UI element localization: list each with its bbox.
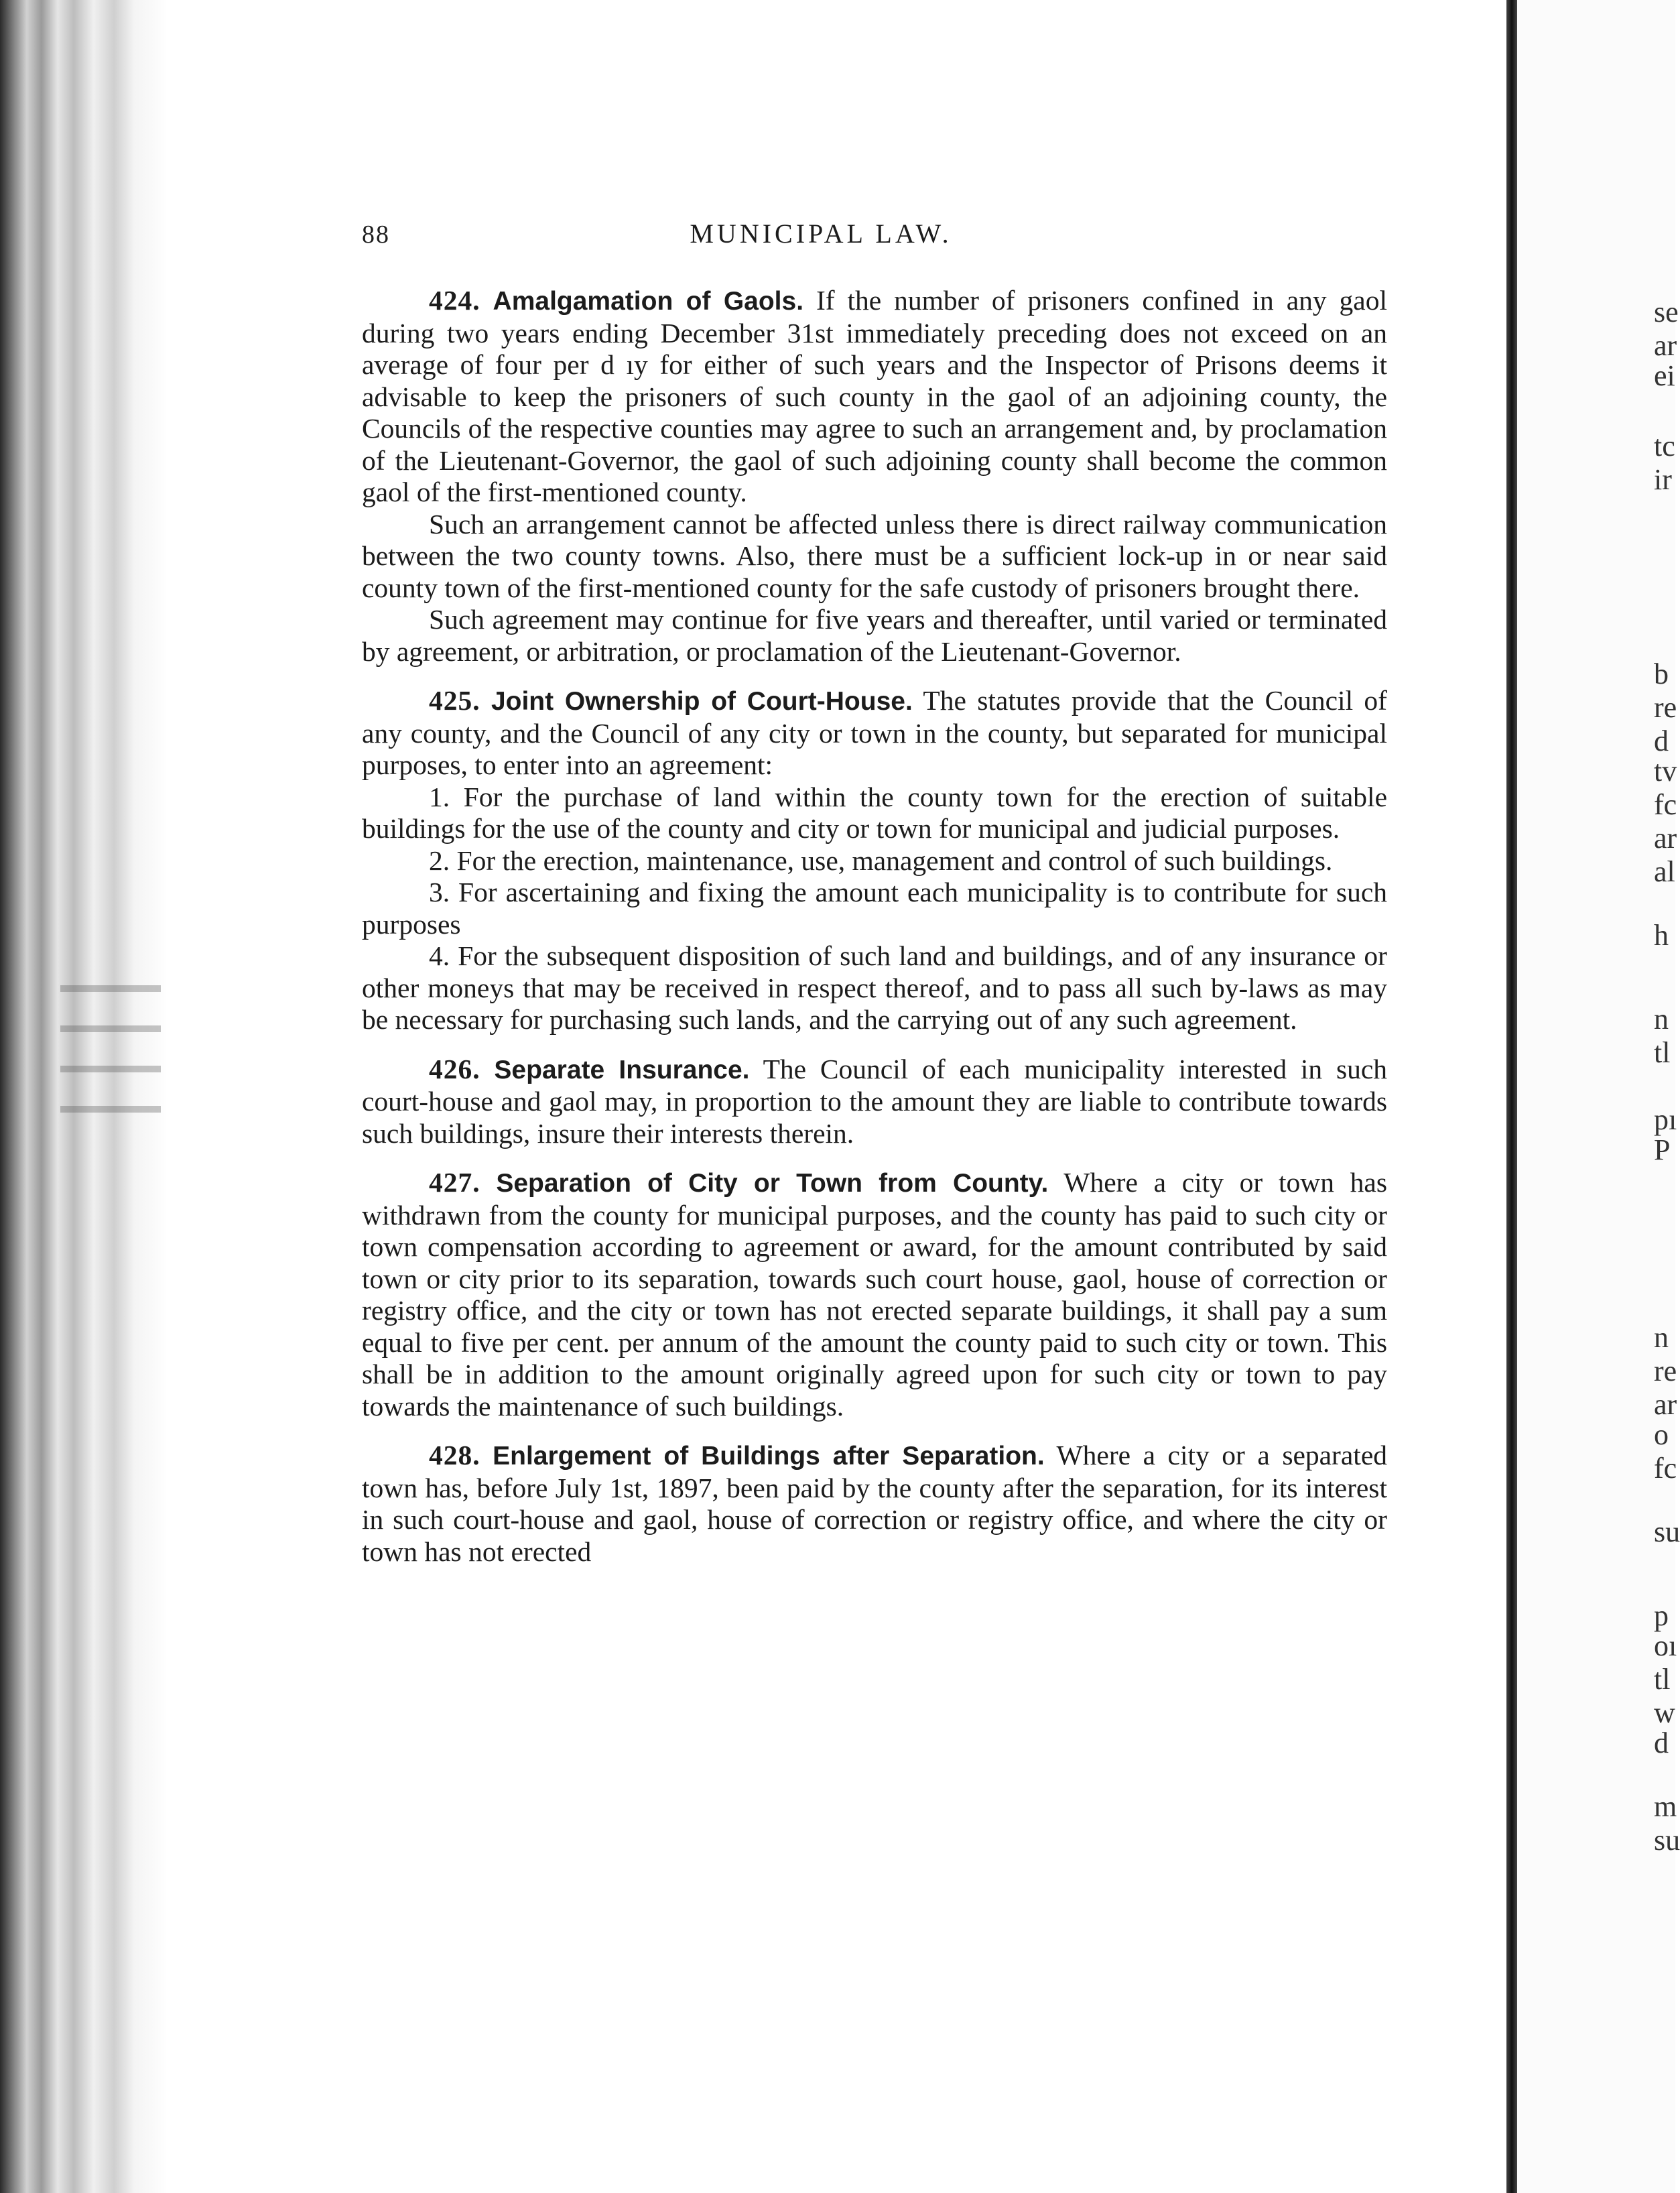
paragraph-text: The statutes provide that the Council of any county, and the Council of any city or town in the county, but separated for municipal purposes, to enter into an agreement: <box>362 685 1387 780</box>
section-heading: Joint Ownership of Court-House. <box>491 687 913 716</box>
facing-page-fragment: ar <box>1654 822 1677 855</box>
section-heading: Amalgamation of Gaols. <box>493 287 804 316</box>
section-paragraph <box>362 285 1387 509</box>
facing-page-edge <box>1517 0 1675 2193</box>
section-number: 428. <box>429 1440 480 1470</box>
page-body <box>362 218 1387 1585</box>
facing-page-fragment: al <box>1654 855 1675 888</box>
book-binding-gutter <box>0 0 168 2193</box>
facing-page-fragment: P <box>1654 1133 1671 1166</box>
facing-page-fragment: tv <box>1654 755 1677 788</box>
facing-page-fragment: n <box>1654 1321 1669 1354</box>
facing-page-fragment: w <box>1654 1696 1675 1729</box>
page-number: 88 <box>362 221 390 249</box>
paragraph-text: Where a city or town has withdrawn from the county for municipal purposes, and the county has paid to such city or town compensation according to agreement or award, for the amount contributed by said town or city prior to its separation, towards such court house, gaol, house of correction or registry office, and the city or town has not erected separate buildings, it shall pay a sum equal to five per cent. per annum of the amount the county paid to such city or town. This shall be in addition to the amount originally agreed upon for such city or town to pay towards the maintenance of such buildings. <box>362 1167 1387 1422</box>
section-heading: Separate Insurance. <box>494 1055 750 1084</box>
facing-page-fragment: ar <box>1654 1388 1677 1421</box>
facing-page-fragment: re <box>1654 1355 1677 1387</box>
section-number: 426. <box>429 1053 480 1084</box>
facing-page-fragment: tc <box>1654 430 1675 462</box>
section-428 <box>362 1440 1387 1568</box>
facing-page-fragment: pı <box>1654 1103 1677 1136</box>
facing-page-fragment: ar <box>1654 329 1677 362</box>
section-paragraph: Such an arrangement cannot be affected unless there is direct railway communication between the two county towns. Also, there must be a sufficient lock-up in or near said county town of the first-mentioned county for the safe custody of prisoners brought there. <box>362 508 1387 603</box>
section-paragraph <box>362 1054 1387 1150</box>
facing-page-fragment: fc <box>1654 788 1677 821</box>
list-item: 1. For the purchase of land within the county town for the erection of suitable buildings for the use of the county and city or town for municipal and judicial purposes. <box>362 781 1387 844</box>
facing-page-fragment: b <box>1654 657 1669 690</box>
running-header <box>362 218 1387 258</box>
facing-page-fragment: oı <box>1654 1629 1677 1662</box>
facing-page-fragment: n <box>1654 1003 1669 1036</box>
facing-page-fragment: fc <box>1654 1452 1677 1485</box>
section-427 <box>362 1167 1387 1422</box>
facing-page-fragment: d <box>1654 725 1669 757</box>
page-edge-shadow <box>1506 0 1517 2193</box>
paragraph-text: The Council of each municipality interested in such court-house and gaol may, in proportion to the amount they are liable to contribute towards such buildings, insure their interests therein. <box>362 1053 1388 1149</box>
running-title: MUNICIPAL LAW. <box>690 218 952 249</box>
facing-page-fragment: p <box>1654 1599 1669 1632</box>
facing-page-fragment: tl <box>1654 1663 1671 1696</box>
facing-page-fragment: ir <box>1654 463 1672 496</box>
section-paragraph <box>362 1167 1387 1422</box>
section-number: 424. <box>429 285 480 316</box>
list-item: 3. For ascertaining and fixing the amount each municipality is to contribute for such purposes <box>362 877 1387 940</box>
facing-page-fragment: d <box>1654 1727 1669 1759</box>
paragraph-text: If the number of prisoners confined in any gaol during two years ending December 31st immediately preceding does not exceed on an average of four per d ıy for either of such years and the Inspector of Prisons deems it advisable to keep the prisoners of such county in the gaol of an adjoining county, the Councils of the respective counties may agree to such an arrangement and, by proclamation of the Lieutenant-Governor, the gaol of such adjoining county shall become the common gaol of the first-mentioned county. <box>362 285 1387 507</box>
list-item: 2. For the erection, maintenance, use, management and control of such buildings. <box>429 844 1333 876</box>
section-paragraph: Such agreement may continue for five years and thereafter, until varied or terminated by agreement, or arbitration, or proclamation of the Lieutenant-Governor. <box>362 604 1387 667</box>
section-paragraph <box>362 1440 1387 1568</box>
paragraph-text: Where a city or a separated town has, before July 1st, 1897, been paid by the county after the separation, for its interest in such court-house and gaol, house of correction or registry office, and where the city or town has not erected <box>362 1440 1387 1567</box>
section-number: 425. <box>429 685 480 716</box>
section-424 <box>362 285 1387 668</box>
section-425 <box>362 685 1387 1036</box>
section-number: 427. <box>429 1167 480 1198</box>
section-paragraph <box>362 685 1387 781</box>
section-heading: Separation of City or Town from County. <box>496 1169 1049 1198</box>
facing-page-fragment: h <box>1654 919 1669 952</box>
section-426 <box>362 1054 1387 1150</box>
facing-page-fragment: su <box>1654 1824 1680 1857</box>
facing-page-fragment: m <box>1654 1790 1677 1823</box>
facing-page-fragment: tl <box>1654 1036 1671 1069</box>
section-heading: Enlargement of Buildings after Separation. <box>493 1442 1045 1470</box>
facing-page-fragment: ei <box>1654 359 1675 392</box>
facing-page-fragment: se <box>1654 296 1679 328</box>
facing-page-fragment: su <box>1654 1515 1680 1548</box>
list-item: 4. For the subsequent disposition of such land and buildings, and of any insurance or other moneys that may be received in respect thereof, and to pass all such by-laws as may be necessary for purchasing such lands, and the carrying out of any such agreement. <box>362 940 1387 1035</box>
facing-page-fragment: o <box>1654 1418 1669 1451</box>
facing-page-fragment: re <box>1654 691 1677 724</box>
